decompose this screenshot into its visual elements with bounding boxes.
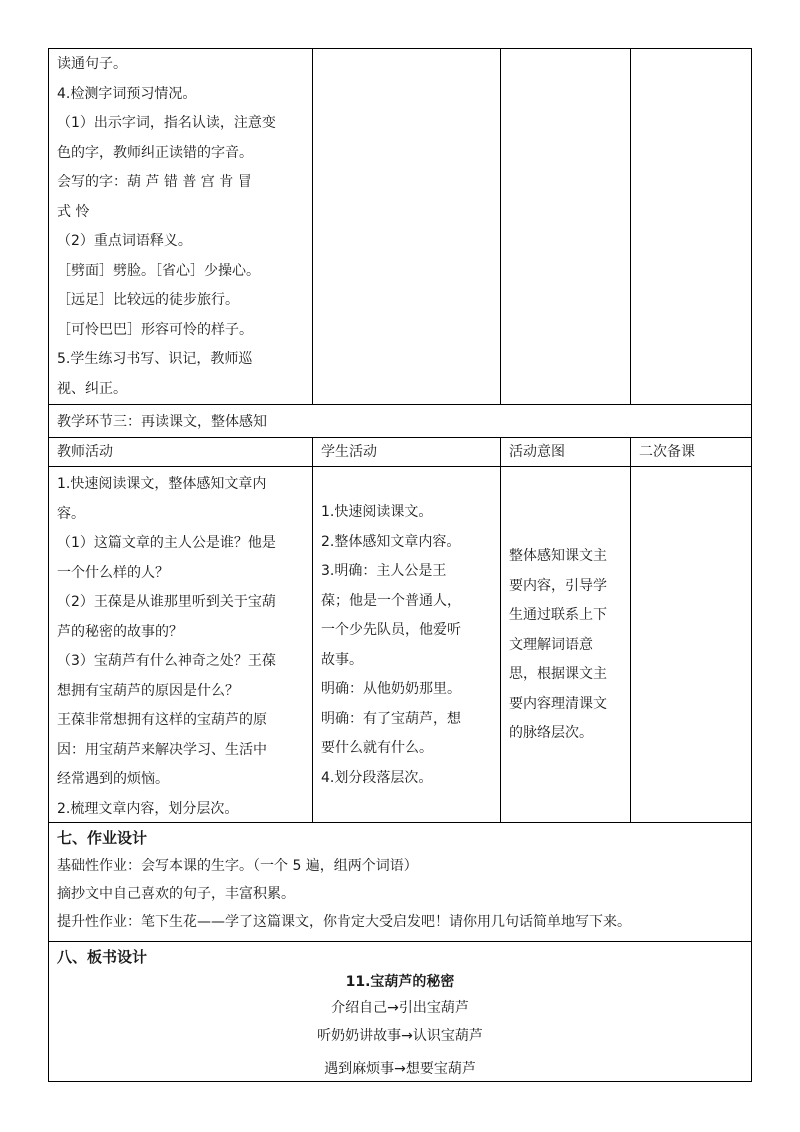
student-activity-cell (321, 498, 499, 793)
header-student-activity: 学生活动 (321, 444, 377, 460)
text-line: 要内容理清课文 (509, 695, 607, 712)
text-line: 王葆非常想拥有这样的宝葫芦的原 (57, 712, 267, 728)
header-second-prep: 二次备课 (639, 444, 695, 460)
lesson-title: 11.宝葫芦的秘密 (345, 974, 455, 990)
text-line: 的脉络层次。 (509, 725, 593, 741)
text-line: 思，根据课文主 (509, 666, 607, 682)
header-teacher-activity: 教师活动 (57, 444, 113, 460)
text-line: 明确：有了宝葫芦，想 (321, 710, 461, 727)
text-line: 摘抄文中自己喜欢的句子，丰富积累。 (57, 886, 295, 902)
text-line: 因：用宝葫芦来解决学习、生活中 (57, 741, 267, 758)
text-line: 读通句子。 (57, 56, 127, 72)
text-line: （3）宝葫芦有什么神奇之处？王葆 (57, 653, 276, 669)
text-line: 提升性作业：笔下生花——学了这篇课文，你肯定大受启发吧！请你用几句话简单地写下来。 (57, 914, 631, 930)
board-line: 听奶奶讲故事→认识宝葫芦 (317, 1028, 483, 1044)
text-line: 4.划分段落层次。 (321, 769, 433, 786)
text-line: （1）这篇文章的主人公是谁？他是 (57, 535, 276, 551)
text-line: 色的字，教师纠正读错的字音。 (57, 144, 253, 161)
teacher-activity-cell (57, 470, 307, 824)
text-line: 式 怜 (57, 203, 90, 220)
row-divider (48, 466, 752, 467)
text-line: 想拥有宝葫芦的原因是什么？ (57, 682, 239, 699)
row-divider (48, 941, 752, 942)
text-line: 1.快速阅读课文。 (321, 504, 433, 520)
table-border-top (48, 48, 752, 49)
text-line: 葆；他是一个普通人， (321, 592, 461, 609)
text-line: 文理解词语意 (509, 636, 593, 653)
text-line: 4.检测字词预习情况。 (57, 85, 197, 102)
text-line: 视、纠正。 (57, 380, 127, 397)
header-activity-intent: 活动意图 (509, 444, 565, 460)
text-line: 一个少先队员，他爱听 (321, 622, 461, 638)
text-line: （1）出示字词，指名认读，注意变 (57, 115, 276, 131)
column-divider (500, 437, 501, 823)
text-line: 容。 (57, 505, 85, 522)
board-line: 遇到麻烦事→想要宝葫芦 (324, 1061, 476, 1077)
text-line: 1.快速阅读课文，整体感知文章内 (57, 476, 267, 492)
text-line: 整体感知课文主 (509, 548, 607, 564)
text-line: 5.学生练习书写、识记，教师巡 (57, 351, 253, 367)
text-line: ［劈面］劈脸。［省心］少操心。 (57, 262, 260, 279)
text-line: 2.梳理文章内容，划分层次。 (57, 800, 239, 817)
table-border-bottom (48, 1081, 752, 1082)
text-line: ［远足］比较远的徒步旅行。 (57, 292, 239, 308)
text-line: 一个什么样的人？ (57, 564, 169, 581)
homework-title: 七、作业设计 (57, 829, 148, 847)
column-divider (500, 48, 501, 405)
text-line: 要内容，引导学 (509, 577, 607, 594)
text-line: 3.明确：主人公是王 (321, 563, 447, 579)
text-line: 2.整体感知文章内容。 (321, 533, 461, 550)
text-line: 明确：从他奶奶那里。 (321, 681, 461, 697)
text-line: 要什么就有什么。 (321, 740, 433, 756)
column-divider (312, 48, 313, 405)
text-line: 芦的秘密的故事的？ (57, 623, 183, 640)
text-line: 基础性作业：会写本课的生字。（一个 5 遍，组两个词语） (57, 858, 418, 874)
text-line: 故事。 (321, 651, 363, 668)
board-title: 八、板书设计 (57, 948, 148, 966)
homework-cell (57, 852, 747, 936)
row-divider (48, 437, 752, 438)
table-border-right (751, 48, 752, 1082)
column-divider (630, 48, 631, 405)
column-divider (312, 437, 313, 823)
text-line: ［可怜巴巴］形容可怜的样子。 (57, 321, 253, 338)
text-line: 生通过联系上下 (509, 607, 607, 623)
row-divider (48, 404, 752, 405)
section3-title: 教学环节三：再读课文，整体感知 (57, 414, 267, 430)
table-border-left (48, 48, 49, 1082)
column-divider (630, 437, 631, 823)
top-teacher-cell (57, 50, 307, 404)
text-line: 经常遇到的烦恼。 (57, 771, 169, 787)
activity-intent-cell (509, 542, 627, 749)
text-line: （2）王葆是从谁那里听到关于宝葫 (57, 594, 276, 610)
text-line: （2）重点词语释义。 (57, 233, 192, 249)
text-line: 会写的字：葫 芦 错 普 宫 肯 冒 (57, 174, 252, 190)
board-line: 介绍自己→引出宝葫芦 (331, 1000, 469, 1016)
